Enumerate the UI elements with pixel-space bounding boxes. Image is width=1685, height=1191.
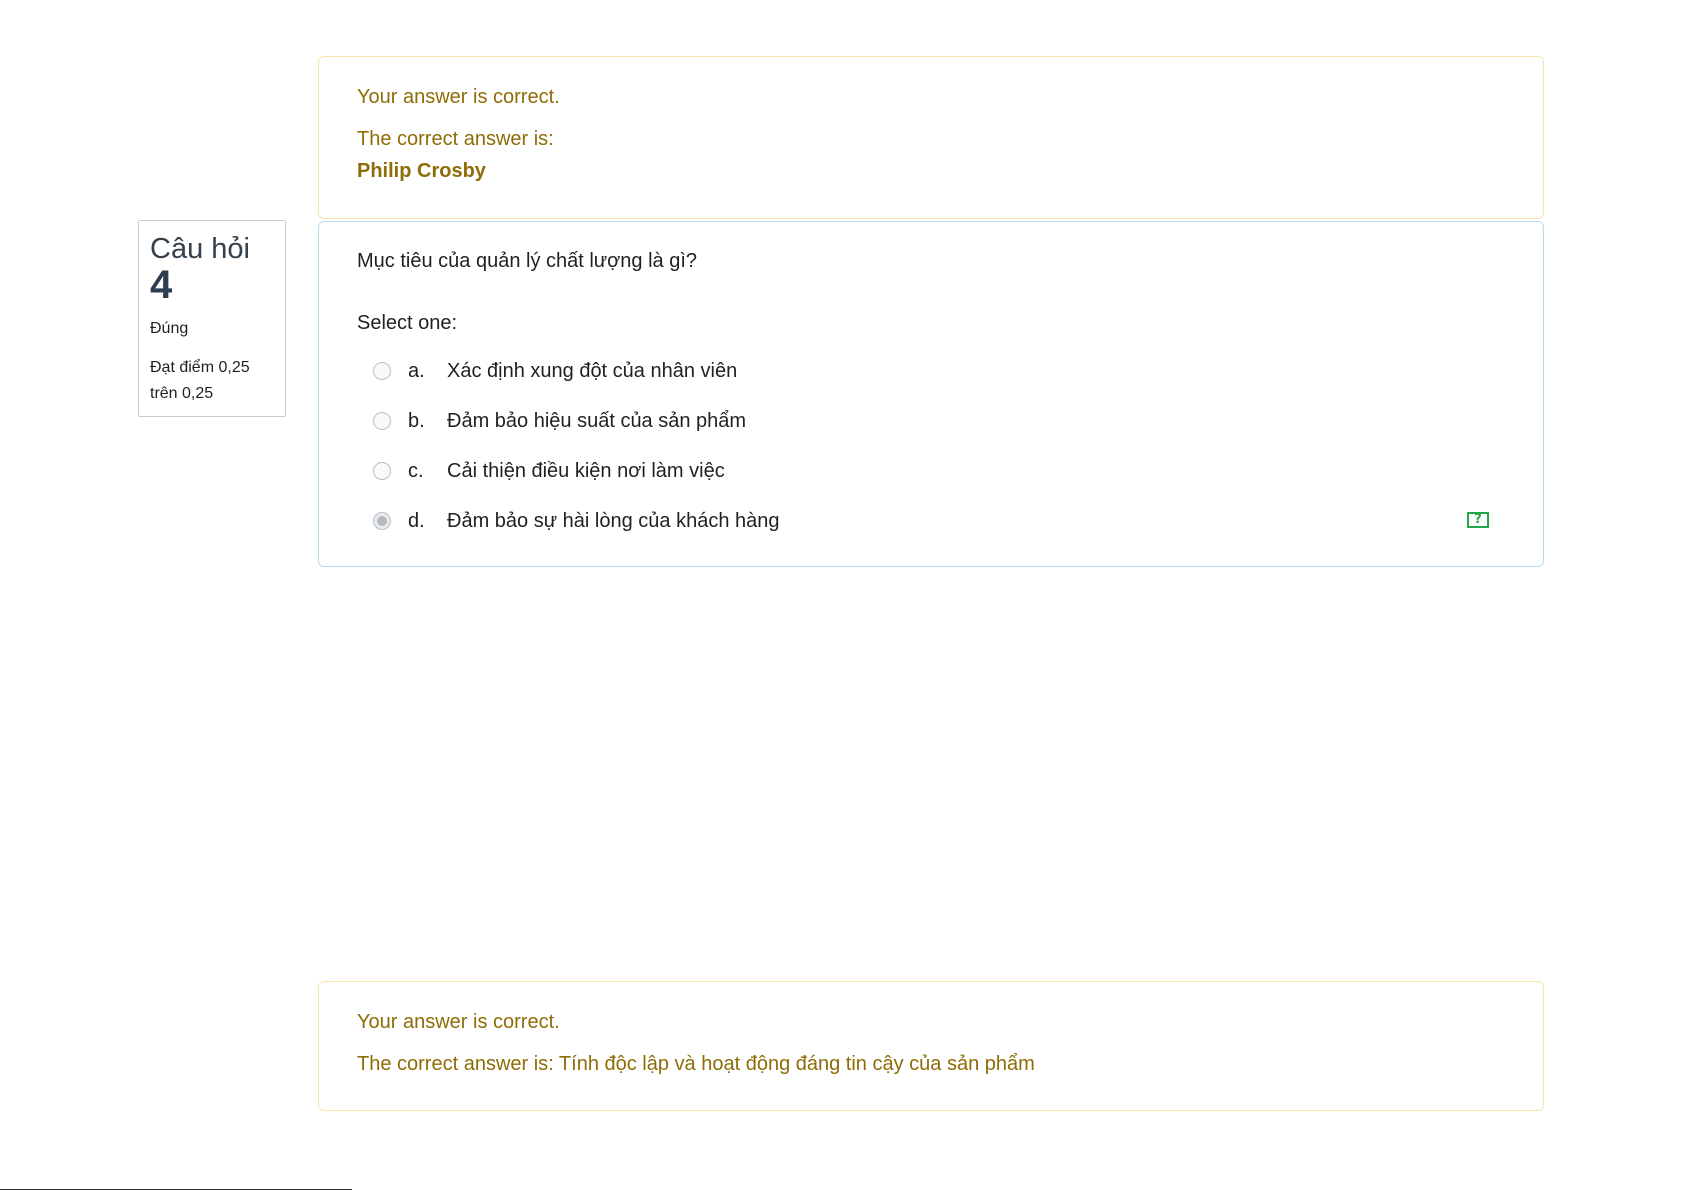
- option-letter: d.: [408, 509, 425, 532]
- answer-option-d[interactable]: [357, 496, 1505, 546]
- question-state: Đúng: [150, 320, 189, 337]
- help-icon[interactable]: ?: [1467, 512, 1489, 528]
- feedback-panel-previous: [318, 56, 1544, 219]
- radio-selected-dot: [377, 516, 387, 526]
- option-text: Đảm bảo hiệu suất của sản phẩm: [447, 409, 747, 432]
- answer-option-b[interactable]: [357, 396, 1505, 446]
- feedback-status: Your answer is correct.: [357, 86, 560, 108]
- answer-option-c[interactable]: [357, 446, 1505, 496]
- feedback-status: Your answer is correct.: [357, 1011, 560, 1033]
- option-text: Đảm bảo sự hài lòng của khách hàng: [447, 509, 780, 532]
- correct-answer-text: The correct answer is: Tính độc lập và hoạt động đáng tin cậy của sản phẩm: [357, 1053, 1035, 1075]
- question-word: Câu hỏi: [150, 233, 250, 265]
- radio-button-b[interactable]: [373, 412, 391, 430]
- question-text: Mục tiêu của quản lý chất lượng là gì?: [357, 250, 698, 272]
- radio-button-d-selected[interactable]: [373, 512, 391, 530]
- question-grade-line1: Đạt điểm 0,25: [150, 359, 250, 376]
- footnote-divider: [0, 1189, 352, 1190]
- question-panel: [318, 221, 1544, 567]
- correct-answer-label: The correct answer is:: [357, 128, 554, 150]
- option-text: Cải thiện điều kiện nơi làm việc: [447, 459, 725, 482]
- correct-answer-value: Philip Crosby: [357, 160, 486, 182]
- option-letter: c.: [408, 459, 424, 482]
- question-grade-line2: trên 0,25: [150, 385, 214, 402]
- question-number: 4: [150, 263, 173, 307]
- option-letter: b.: [408, 409, 425, 432]
- question-info-box: [138, 220, 286, 417]
- feedback-panel-next: [318, 981, 1544, 1111]
- select-one-prompt: Select one:: [357, 312, 458, 334]
- option-text: Xác định xung đột của nhân viên: [447, 359, 738, 382]
- answer-option-a[interactable]: [357, 346, 1505, 396]
- radio-button-c[interactable]: [373, 462, 391, 480]
- option-letter: a.: [408, 359, 425, 382]
- radio-button-a[interactable]: [373, 362, 391, 380]
